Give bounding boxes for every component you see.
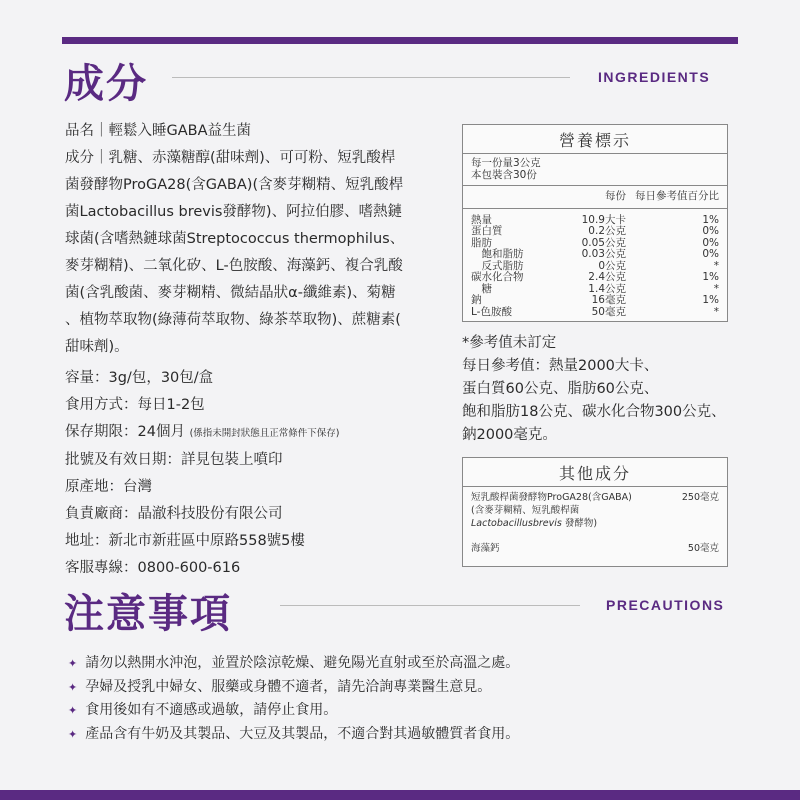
nutrient-name: 鈉 [471,294,482,306]
nutrient-daily-value: 0% [702,225,719,237]
nutrient-amount: 0.05公克 [581,236,626,249]
sparkle-bullet-icon: ✦ [68,657,78,670]
sparkle-bullet-icon: ✦ [68,680,78,694]
nutrient-daily-value: 0% [702,248,719,260]
precaution-item [68,723,519,747]
nutrient-daily-value: 1% [702,213,719,226]
nutrient-daily-value: * [713,305,719,318]
divider [280,605,580,606]
ingredient-line: 菌(含乳酸菌、麥芽糊精、微結晶狀α-纖維素)、菊糖 [65,285,396,301]
nutrient-amount: 1.4公克 [588,282,626,295]
precaution-text: 請勿以熱開水沖泡，並置於陰涼乾燥、避免陽光直射或至於高溫之處。 [85,655,520,671]
other-title: 其他成分 [463,458,727,487]
precaution-text: 食用後如有不適感或過敏，請停止食用。 [85,702,338,718]
nutrient-daily-value: 1% [702,271,719,283]
info-line: 容量：3g/包，30包/盒 [65,370,214,386]
reference-notes [462,332,762,447]
nutrition-facts-table [462,124,728,322]
note-line: 鈉2000毫克。 [462,427,557,443]
note-line: 蛋白質60公克、脂肪60公克、 [462,381,659,397]
ingredient-line: 甜味劑)。 [65,339,129,355]
info-line: 負責廠商：晶澈科技股份有限公司 [65,506,283,522]
nutrient-name: 反式脂肪 [471,259,524,272]
ingredients-title: 成分 [64,61,148,107]
precaution-item [68,652,519,676]
note-line: 飽和脂肪18公克、碳水化合物300公克、 [462,404,726,420]
ingredient-line: 球菌(含嗜熱鏈球菌Streptococcus thermophilus、 [65,231,405,247]
precaution-item [68,676,519,700]
ingredient-line: 、植物萃取物(綠薄荷萃取物、綠茶萃取物)、蔗糖素( [65,312,401,328]
ingredient-line: 成分｜乳糖、赤藻糖醇(甜味劑)、可可粉、短乳酸桿 [65,150,396,166]
nutrition-row [471,249,719,261]
precautions-title-en: PRECAUTIONS [606,597,725,613]
other-item-detail: 發酵物) [561,518,598,529]
precaution-text: 產品含有牛奶及其製品、大豆及其製品，不適合對其過敏體質者食用。 [85,725,520,742]
nutrient-name: 熱量 [471,213,492,226]
ingredient-line: 菌Lactobacillus brevis發酵物)、阿拉伯膠、嗜熱鏈 [65,204,403,220]
storage-note: (係指未開封狀態且正常條件下保存) [189,428,340,439]
note-line: 每日參考值：熱量2000大卡、 [462,358,659,374]
precaution-item [68,699,519,723]
nutrient-name: L-色胺酸 [471,305,512,318]
col-per-serving: 每份 [605,190,626,202]
other-ingredients-table [462,457,728,567]
ingredient-line: 麥芽糊精)、二氧化矽、L-色胺酸、海藻鈣、複合乳酸 [65,258,403,274]
nutrition-row [471,272,719,284]
other-item-detail: (含麥芽糊精、短乳酸桿菌 [471,505,580,516]
nutrient-amount: 0.2公克 [588,225,626,237]
servings-per-pack: 本包裝含30份 [471,168,537,181]
nutrition-row [471,226,719,238]
ingredient-line: 菌發酵物ProGA28(含GABA)(含麥芽糊精、短乳酸桿 [65,177,404,193]
top-bar [62,37,738,44]
nutrient-daily-value: * [713,259,719,272]
nutrient-daily-value: 1% [702,294,719,306]
nutrient-amount: 16毫克 [591,294,626,306]
serving-size: 每一份量3公克 [471,157,541,169]
note-line: *參考值未訂定 [462,335,557,351]
nutrient-name: 糖 [471,282,492,295]
nutrient-amount: 0.03公克 [581,248,626,260]
info-line: 原產地：台灣 [65,479,152,495]
nutrition-row [471,307,719,319]
other-item-name: 海藻鈣 [471,543,500,554]
other-item-amount: 250毫克 [681,492,719,503]
ingredient-line: 品名｜輕鬆入睡GABA益生菌 [65,123,252,139]
nutrient-amount: 50毫克 [591,305,626,318]
sparkle-bullet-icon: ✦ [68,704,78,717]
nutrient-name: 碳水化合物 [471,271,524,283]
other-item-latin: Lactobacillusbrevis [471,518,562,529]
nutrient-amount: 2.4公克 [588,271,626,283]
info-line: 地址：新北市新莊區中原路558號5樓 [65,533,305,549]
nutrient-name: 飽和脂肪 [471,248,524,260]
info-line: 保存期限：24個月 (係指未開封狀態且正常條件下保存) [65,424,340,440]
info-line: 食用方式：每日1-2包 [65,397,205,413]
col-daily-value: 每日參考值百分比 [635,190,719,202]
nutrient-amount: 10.9大卡 [581,213,626,226]
ingredients-title-en: INGREDIENTS [598,69,711,85]
other-item-name: 短乳酸桿菌發酵物ProGA28(含GABA) [471,492,632,503]
info-line: 客服專線：0800-600-616 [65,560,241,576]
nutrient-daily-value: 0% [702,236,719,249]
nutrient-daily-value: * [713,282,719,295]
precautions-title: 注意事項 [64,591,232,637]
info-line: 批號及有效日期：詳見包裝上噴印 [65,452,283,468]
nutrient-name: 脂肪 [471,236,492,249]
sparkle-bullet-icon: ✦ [68,727,78,741]
nutrition-title: 營養標示 [463,125,727,154]
ingredients-text [65,118,450,582]
nutrition-row [471,295,719,307]
other-item-amount: 50毫克 [687,543,719,554]
bottom-bar [0,790,800,800]
divider [172,77,570,78]
nutrient-amount: 0公克 [598,259,626,272]
precaution-text: 孕婦及授乳中婦女、服藥或身體不適者，請先洽詢專業醫生意見。 [85,678,492,695]
precautions-list [68,652,519,746]
nutrient-name: 蛋白質 [471,225,503,237]
